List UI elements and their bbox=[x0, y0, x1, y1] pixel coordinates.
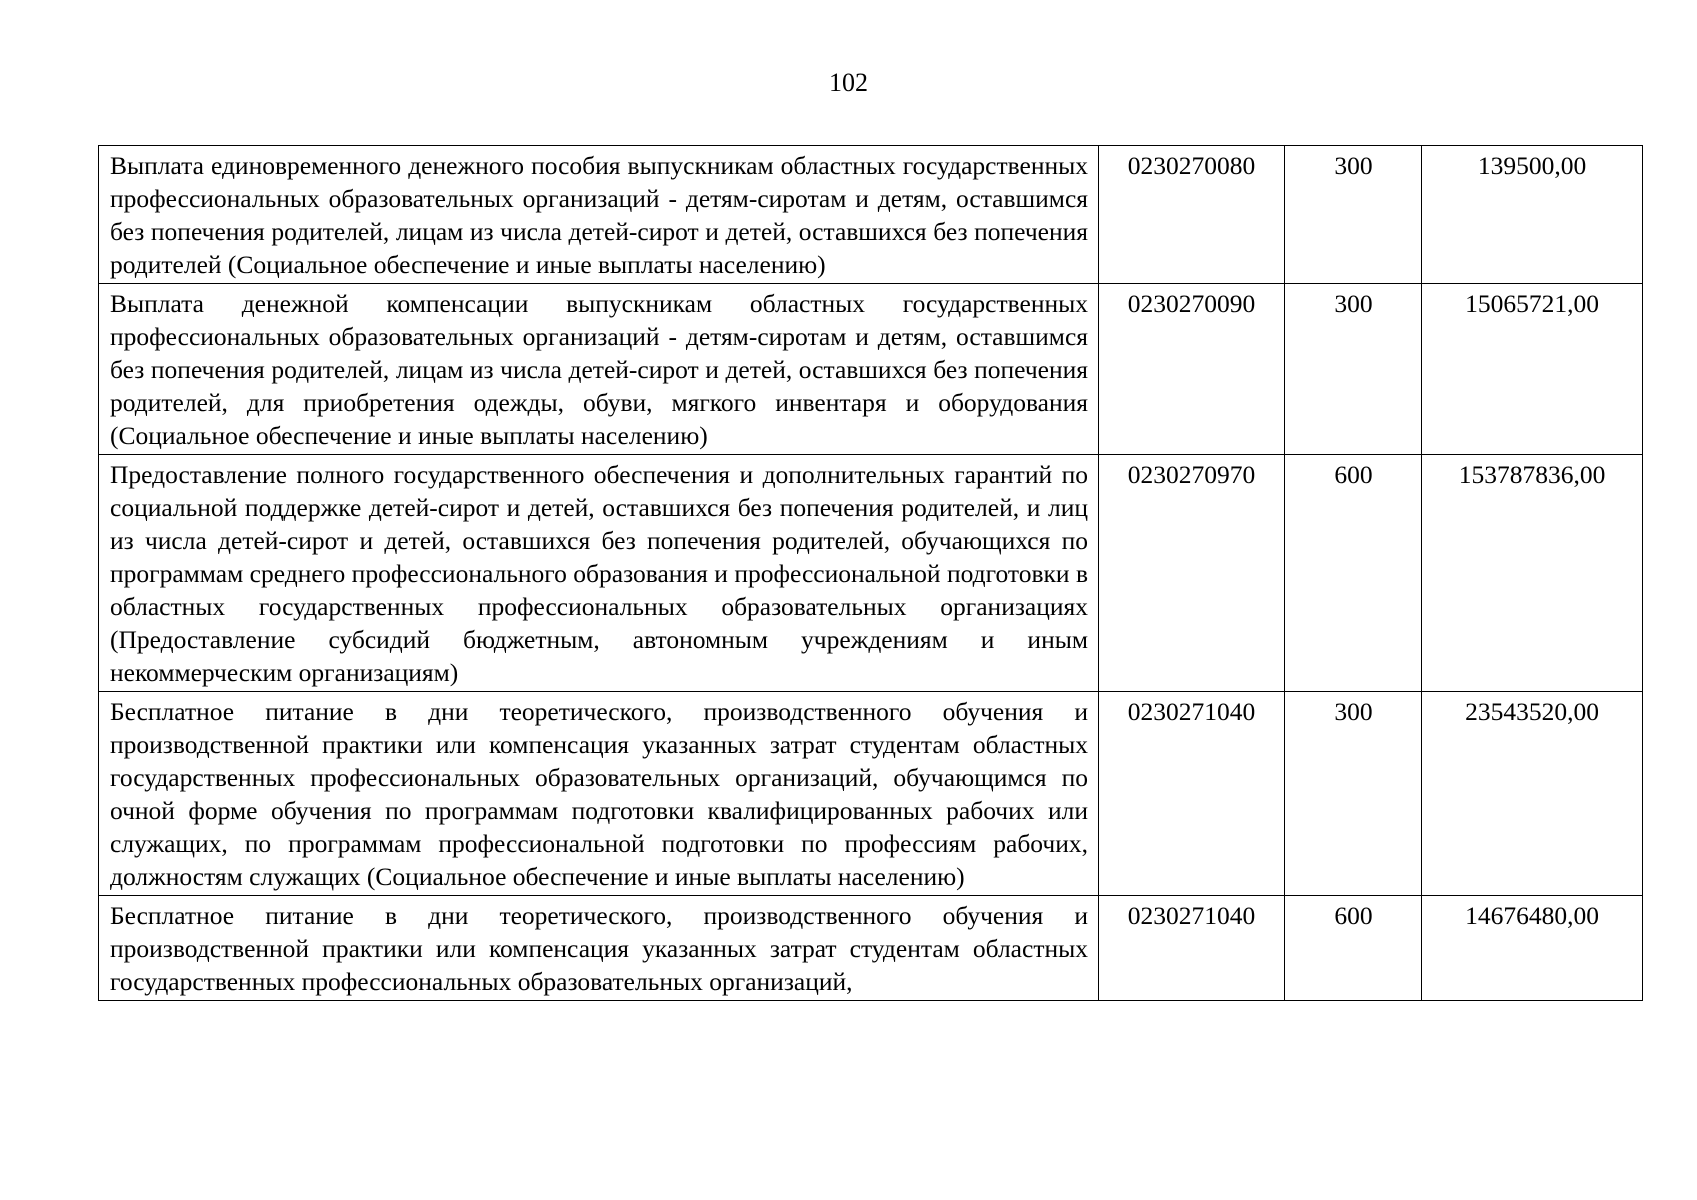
page-number: 102 bbox=[829, 68, 868, 97]
row-amount: 15065721,00 bbox=[1422, 284, 1643, 455]
row-amount: 23543520,00 bbox=[1422, 692, 1643, 896]
row-description: Бесплатное питание в дни теоретического, производственного обучения и производственной практики или компенсация указанных затрат студентам областных государственных профессиональных образовательных организаций, bbox=[99, 896, 1099, 1001]
row-target-code: 0230271040 bbox=[1099, 692, 1285, 896]
row-expense-type: 600 bbox=[1285, 896, 1422, 1001]
table-row bbox=[99, 692, 1643, 896]
table-row bbox=[99, 146, 1643, 284]
table-row bbox=[99, 455, 1643, 692]
budget-table bbox=[98, 145, 1643, 1001]
row-target-code: 0230270090 bbox=[1099, 284, 1285, 455]
row-expense-type: 300 bbox=[1285, 692, 1422, 896]
row-amount: 14676480,00 bbox=[1422, 896, 1643, 1001]
row-description: Выплата единовременного денежного пособия выпускникам областных государственных профессиональных образовательных организаций - детям-сиротам и детям, оставшимся без попечения родителей, лицам из числа детей-сирот и детей, оставшихся без попечения родителей (Социальное обеспечение и иные выплаты населению) bbox=[99, 146, 1099, 284]
row-expense-type: 300 bbox=[1285, 284, 1422, 455]
row-target-code: 0230271040 bbox=[1099, 896, 1285, 1001]
row-amount: 153787836,00 bbox=[1422, 455, 1643, 692]
row-target-code: 0230270080 bbox=[1099, 146, 1285, 284]
row-expense-type: 600 bbox=[1285, 455, 1422, 692]
table-row bbox=[99, 896, 1643, 1001]
table-row bbox=[99, 284, 1643, 455]
row-description: Выплата денежной компенсации выпускникам областных государственных профессиональных образовательных организаций - детям-сиротам и детям, оставшимся без попечения родителей, лицам из числа детей-сирот и детей, оставшихся без попечения родителей, для приобретения одежды, обуви, мягкого инвентаря и оборудования (Социальное обеспечение и иные выплаты населению) bbox=[99, 284, 1099, 455]
row-expense-type: 300 bbox=[1285, 146, 1422, 284]
row-target-code: 0230270970 bbox=[1099, 455, 1285, 692]
row-description: Бесплатное питание в дни теоретического, производственного обучения и производственной практики или компенсация указанных затрат студентам областных государственных профессиональных образовательных организаций, обучающимся по очной форме обучения по программам подготовки квалифицированных рабочих или служащих, по программам профессиональной подготовки по профессиям рабочих, должностям служащих (Социальное обеспечение и иные выплаты населению) bbox=[99, 692, 1099, 896]
row-description: Предоставление полного государственного обеспечения и дополнительных гарантий по социальной поддержке детей-сирот и детей, оставшихся без попечения родителей, и лиц из числа детей-сирот и детей, оставшихся без попечения родителей, обучающихся по программам среднего профессионального образования и профессиональной подготовки в областных государственных профессиональных образовательных организациях (Предоставление субсидий бюджетным, автономным учреждениям и иным некоммерческим организациям) bbox=[99, 455, 1099, 692]
row-amount: 139500,00 bbox=[1422, 146, 1643, 284]
